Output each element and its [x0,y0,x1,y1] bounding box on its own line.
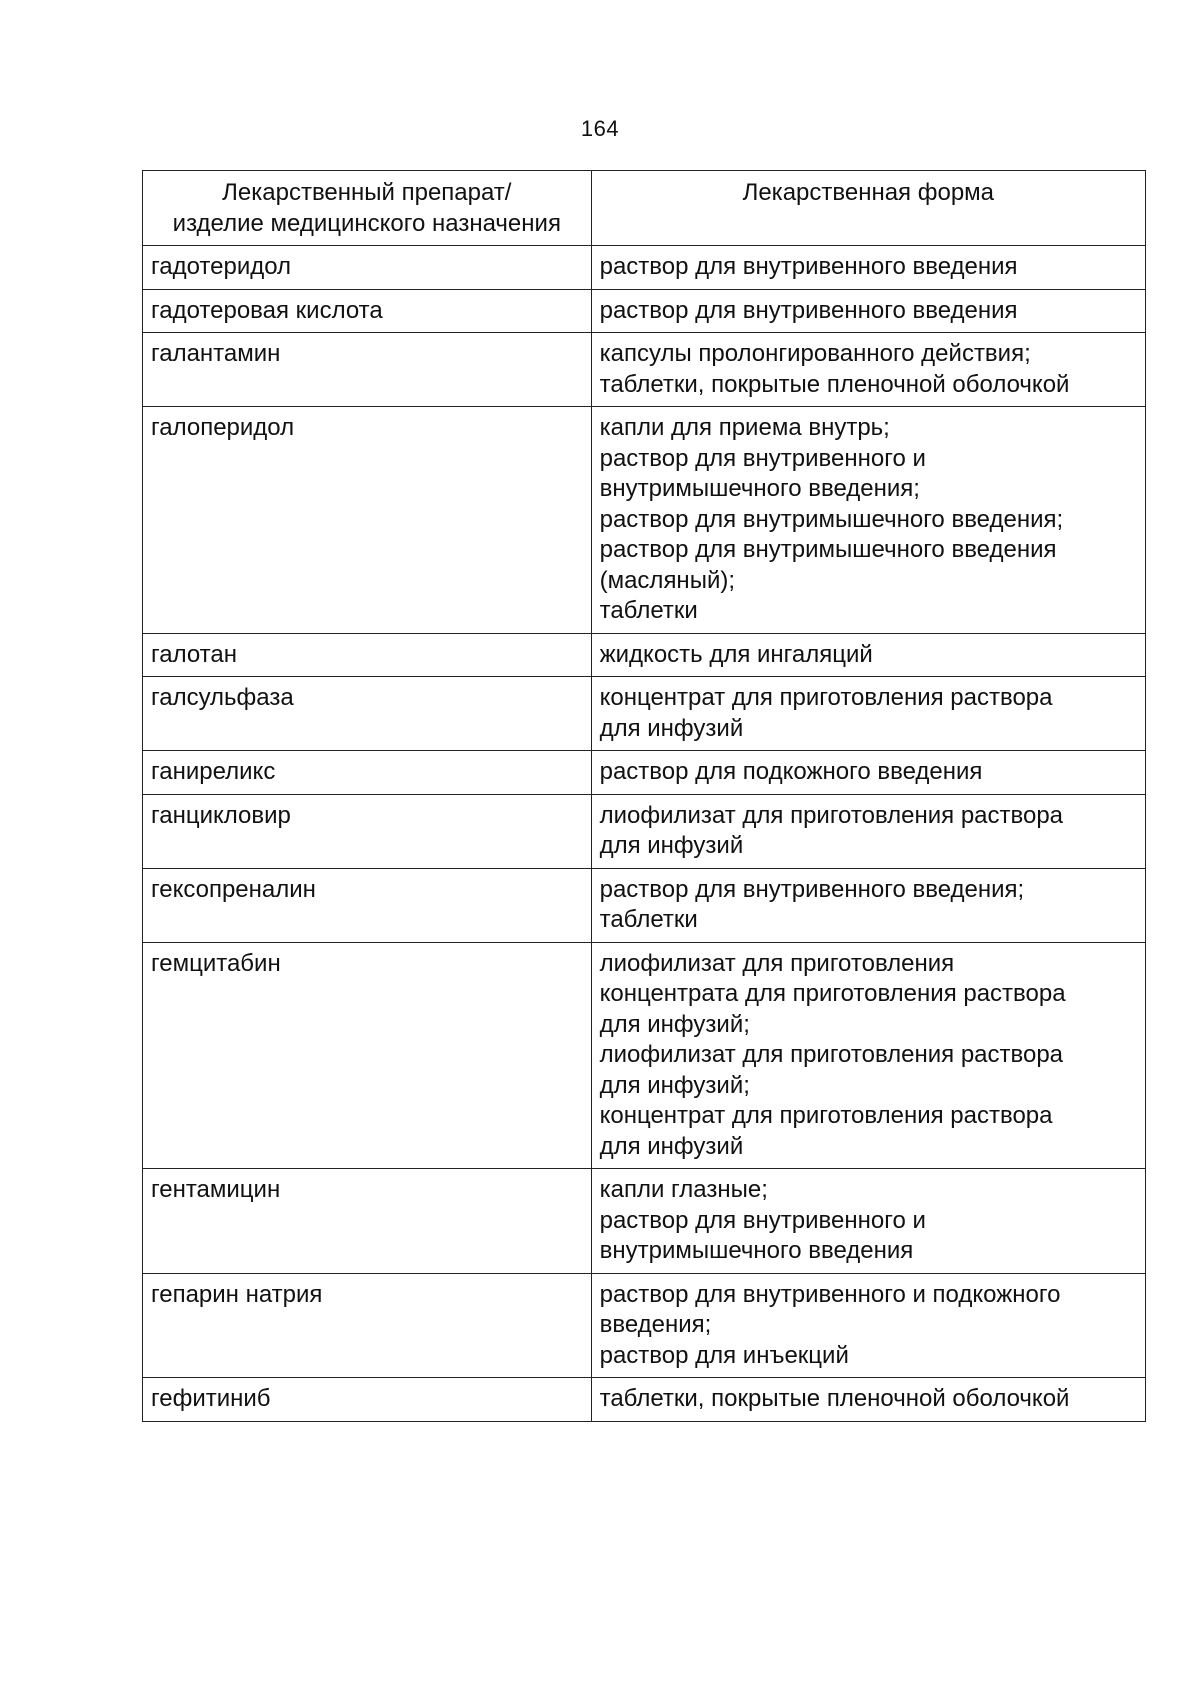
dosage-form-cell [591,794,1145,868]
drug-name: галсульфаза [151,684,294,711]
dosage-form-line: раствор для инъекций [599,1341,849,1369]
dosage-form-cell [591,751,1145,795]
dosage-form-line: раствор для внутримышечного введения; [599,505,1064,533]
dosage-form-line: таблетки, покрытые пленочной оболочкой [599,1385,1070,1412]
drug-name-cell [143,942,592,1169]
dosage-form-line: раствор для внутривенного и [599,444,926,472]
header-drug-name [143,171,592,246]
dosage-form-cell [591,1169,1145,1274]
dosage-form-line: внутримышечного введения; [599,475,920,502]
dosage-form-line: таблетки [599,906,698,933]
page-number: 164 [580,116,620,141]
dosage-form-line: жидкость для ингаляций [599,640,873,668]
drug-name-cell [143,333,592,407]
dosage-form-line: для инфузий [599,832,744,859]
drug-name: гефитиниб [151,1385,271,1412]
dosage-form-line: капли для приема внутрь; [599,414,890,441]
drug-name-cell [143,794,592,868]
table-row [143,1169,1146,1274]
dosage-form-cell [591,1378,1145,1422]
drug-name-cell [143,407,592,634]
table-row [143,246,1146,290]
dosage-form-line: для инфузий; [599,1071,750,1099]
dosage-form-line: раствор для внутривенного введения [599,296,1018,324]
dosage-form-line: капли глазные; [599,1176,768,1203]
dosage-form-line: (масляный); [599,566,736,594]
drug-name-cell [143,633,592,677]
table-row [143,1378,1146,1422]
drug-name: гадотеровая кислота [151,296,383,324]
drug-name: галоперидол [151,414,295,441]
dosage-form-line: концентрат для приготовления раствора [599,1102,1053,1129]
drug-table [142,170,1146,1422]
dosage-form-line: для инфузий [599,714,744,742]
header-line: изделие медицинского назначения [172,209,561,237]
drug-name-cell [143,289,592,333]
dosage-form-cell [591,633,1145,677]
drug-name-cell [143,1378,592,1422]
drug-name: ганиреликс [151,758,276,785]
dosage-form-line: для инфузий; [599,1010,750,1038]
drug-name: гадотеридол [151,253,292,280]
header-line: Лекарственный препарат/ [222,179,512,206]
dosage-form-cell [591,407,1145,634]
table-row [143,633,1146,677]
dosage-form-line: раствор для внутривенного и подкожного [599,1280,1061,1308]
dosage-form-line: раствор для подкожного введения [599,758,983,785]
table-row [143,1273,1146,1378]
dosage-form-line: таблетки [599,597,698,624]
table-row [143,333,1146,407]
dosage-form-line: капсулы пролонгированного действия; [599,340,1031,367]
table-row [143,794,1146,868]
dosage-form-line: внутримышечного введения [599,1237,914,1264]
dosage-form-cell [591,868,1145,942]
drug-name: ганцикловир [151,801,291,829]
dosage-form-cell [591,333,1145,407]
dosage-form-line: концентрат для приготовления раствора [599,684,1053,711]
dosage-form-line: раствор для внутривенного введения; [599,875,1025,903]
table-row [143,289,1146,333]
table-body [143,246,1146,1422]
drug-name-cell [143,751,592,795]
dosage-form-cell [591,677,1145,751]
dosage-form-line: лиофилизат для приготовления раствора [599,801,1064,829]
dosage-form-cell [591,942,1145,1169]
drug-name-cell [143,246,592,290]
drug-name: гепарин натрия [151,1280,323,1308]
drug-name: гентамицин [151,1176,281,1203]
table-row [143,942,1146,1169]
table-header-row [143,171,1146,246]
dosage-form-line: раствор для внутримышечного введения [599,536,1057,563]
dosage-form-line: раствор для внутривенного введения [599,253,1018,280]
drug-name: гексопреналин [151,875,316,903]
drug-name-cell [143,868,592,942]
drug-name: галантамин [151,340,281,367]
dosage-form-line: лиофилизат для приготовления [599,949,955,977]
dosage-form-line: для инфузий [599,1132,744,1160]
dosage-form-line: лиофилизат для приготовления раствора [599,1041,1064,1068]
dosage-form-cell [591,289,1145,333]
header-line: Лекарственная форма [742,179,995,206]
header-dosage-form [591,171,1145,246]
dosage-form-line: введения; [599,1311,712,1338]
table-row [143,751,1146,795]
dosage-form-cell [591,1273,1145,1378]
dosage-form-line: таблетки, покрытые пленочной оболочкой [599,370,1070,398]
dosage-form-line: концентрата для приготовления раствора [599,980,1066,1007]
drug-name-cell [143,1169,592,1274]
drug-name: гемцитабин [151,949,281,977]
table-row [143,407,1146,634]
drug-name-cell [143,677,592,751]
drug-name-cell [143,1273,592,1378]
table-row [143,868,1146,942]
dosage-form-cell [591,246,1145,290]
drug-name: галотан [151,640,237,668]
dosage-form-line: раствор для внутривенного и [599,1206,926,1234]
table-row [143,677,1146,751]
